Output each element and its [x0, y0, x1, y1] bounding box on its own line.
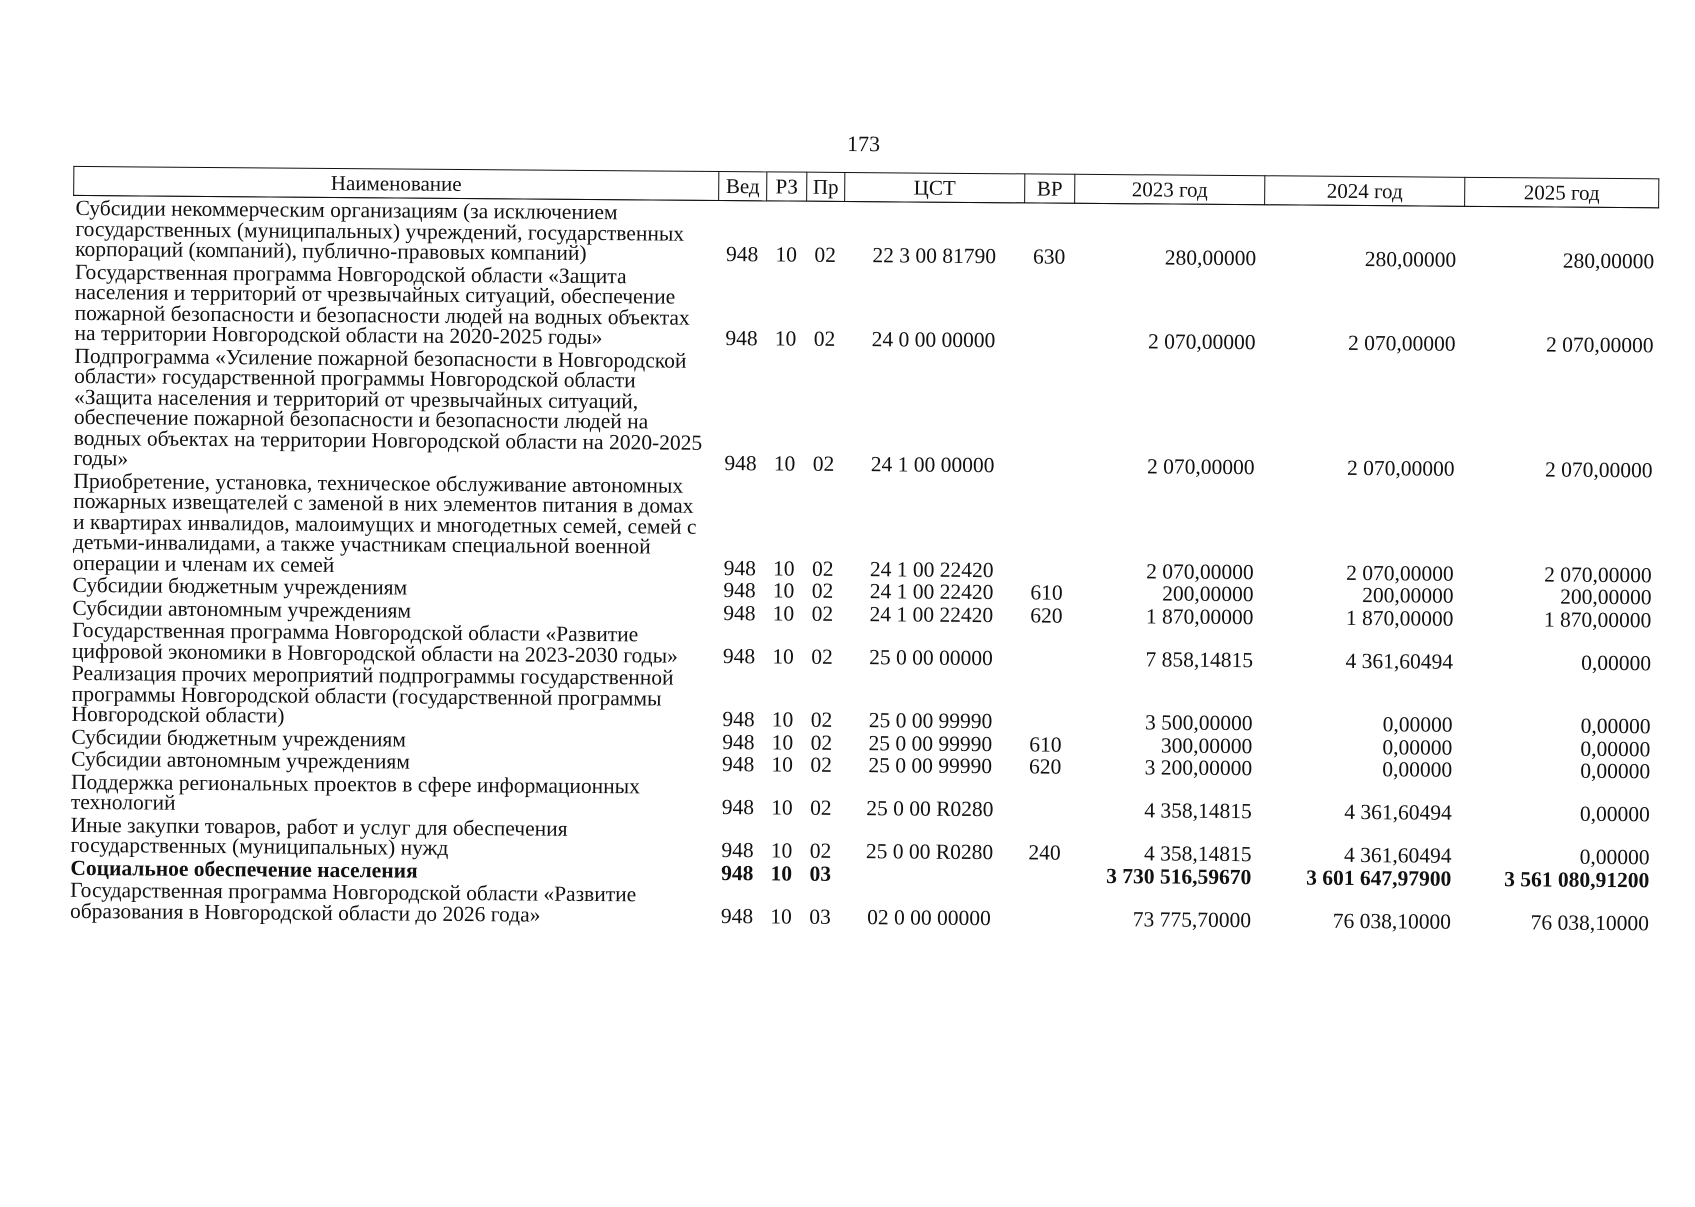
row-2023: 3 500,00000	[1144, 710, 1253, 736]
header-ved: Вед	[719, 171, 767, 200]
row-cst: 25 0 00 99990	[868, 708, 993, 734]
row-pr: 02	[812, 451, 835, 476]
row-name: Подпрограмма «Усиление пожарной безопасности в Новгородской области» государственной программы Новгородской области «Защита населения и территорий от чрезвычайных ситуаций, обеспечение пожарной безопасности и безопасности людей на водных объектах на территории Новгородской области на 2020-2025 годы»	[73, 343, 703, 471]
row-ved: 948	[723, 578, 756, 603]
header-2025: 2025 год	[1465, 177, 1659, 208]
row-pr: 02	[811, 601, 834, 626]
row-pr: 03	[809, 904, 831, 929]
row-pr: 02	[810, 730, 833, 755]
header-2024: 2024 год	[1265, 176, 1465, 207]
row-2024: 4 361,60494	[1345, 648, 1454, 674]
row-ved: 948	[721, 795, 755, 820]
row-rz: 10	[770, 860, 793, 886]
row-pr: 02	[811, 578, 834, 603]
row-2023: 73 775,70000	[1132, 906, 1252, 932]
row-rz: 10	[771, 752, 794, 777]
header-name: Наименование	[74, 166, 719, 200]
row-vr	[1019, 863, 1069, 886]
row-2024: 280,00000	[1364, 247, 1457, 272]
header-pr: Пр	[807, 172, 845, 201]
header-cst: ЦСТ	[845, 172, 1025, 202]
row-2023: 300,00000	[1160, 732, 1253, 758]
row-2023: 280,00000	[1164, 245, 1257, 271]
row-rz: 10	[772, 555, 795, 581]
row-rz: 10	[772, 578, 795, 603]
header-rz: РЗ	[767, 172, 807, 201]
row-ved: 948	[722, 729, 755, 754]
row-ved: 948	[720, 903, 754, 928]
row-vr	[1021, 625, 1071, 668]
row-ved: 948	[725, 242, 759, 267]
row-2023: 3 200,00000	[1144, 755, 1253, 781]
row-2024: 2 070,00000	[1347, 330, 1456, 356]
row-rz: 10	[771, 729, 794, 755]
header-2023: 2023 год	[1075, 174, 1265, 204]
row-rz: 10	[770, 903, 792, 929]
header-vr: ВР	[1025, 174, 1075, 203]
table-row	[72, 259, 1658, 355]
row-ved: 948	[721, 838, 754, 863]
row-pr: 02	[809, 838, 832, 863]
row-2023: 4 358,14815	[1143, 841, 1252, 867]
row-cst: 24 1 00 22420	[869, 556, 994, 582]
row-2024: 2 070,00000	[1346, 560, 1454, 586]
row-cst: 25 0 00 00000	[869, 644, 993, 670]
table-row	[72, 343, 1658, 480]
row-cst: 22 3 00 81790	[872, 243, 997, 269]
row-ved: 948	[723, 555, 756, 580]
row-vr: 240	[1028, 840, 1061, 865]
row-2023: 200,00000	[1162, 581, 1254, 607]
row-rz: 10	[773, 451, 796, 476]
row-2024: 1 870,00000	[1345, 605, 1454, 631]
row-2024: 4 361,60494	[1343, 842, 1452, 868]
budget-table	[67, 166, 1659, 933]
row-ved: 948	[721, 860, 754, 885]
row-2023: 4 358,14815	[1144, 798, 1252, 824]
page-number: 173	[846, 130, 881, 157]
row-vr: 620	[1028, 754, 1062, 779]
row-cst: 25 0 00 99990	[868, 730, 993, 756]
row-ved: 948	[724, 451, 757, 476]
table-row	[73, 195, 1658, 271]
row-2025: 0,00000	[1581, 650, 1652, 675]
row-pr: 02	[811, 556, 834, 581]
row-name: Реализация прочих мероприятий подпрограммы государственной программы Новгородской области (государственной программы Новгородской области)	[71, 660, 674, 728]
row-name: Социальное обеспечение населения	[70, 855, 418, 883]
row-rz: 10	[772, 643, 794, 669]
row-rz: 10	[770, 838, 793, 863]
row-2025: 280,00000	[1562, 248, 1655, 274]
row-2025: 1 870,00000	[1543, 606, 1652, 632]
row-2025: 0,00000	[1579, 844, 1650, 870]
row-cst: 25 0 00 99990	[868, 753, 993, 779]
row-pr: 02	[811, 644, 833, 669]
row-cst: 24 0 00 00000	[871, 327, 996, 353]
row-2024: 0,00000	[1382, 734, 1453, 760]
row-name: Государственная программа Новгородской области «Защита населения и территорий от чрезвычайных ситуаций, обеспечение пожарной безопасности и безопасности людей на водных объектах на территории Новгородской области на 2020-2025 годы»	[74, 259, 690, 350]
row-name: Субсидии бюджетным учреждениям	[72, 572, 408, 600]
row-2025: 0,00000	[1580, 758, 1651, 784]
row-vr	[1022, 351, 1073, 476]
row-2023: 3 730 516,59670	[1106, 863, 1252, 889]
row-vr	[1023, 267, 1074, 351]
row-2025: 2 070,00000	[1544, 457, 1653, 483]
row-rz: 10	[774, 326, 797, 351]
row-2023: 7 858,14815	[1145, 646, 1254, 672]
row-rz: 10	[771, 795, 793, 820]
row-2023: 2 070,00000	[1146, 558, 1254, 584]
row-2024: 0,00000	[1382, 712, 1453, 737]
row-cst: 24 1 00 22420	[869, 601, 994, 627]
row-2024: 4 361,60494	[1344, 799, 1452, 825]
row-2024: 200,00000	[1362, 583, 1454, 608]
row-pr: 02	[810, 795, 832, 820]
row-2023: 2 070,00000	[1146, 454, 1255, 480]
row-vr: 620	[1030, 602, 1063, 628]
row-2025: 3 561 080,91200	[1504, 866, 1650, 892]
row-name: Субсидии бюджетным учреждениям	[71, 724, 407, 752]
row-rz: 10	[775, 242, 798, 267]
row-pr: 03	[809, 861, 832, 886]
row-ved: 948	[725, 326, 758, 351]
row-ved: 948	[722, 643, 756, 668]
row-2024: 3 601 647,97900	[1306, 865, 1452, 891]
row-2024: 2 070,00000	[1346, 455, 1455, 481]
row-vr: 610	[1029, 731, 1062, 757]
table-row	[71, 468, 1657, 585]
row-name: Приобретение, установка, техническое обслуживание автономных пожарных извещателей с заменой в них элементов питания в домах и квартирах инвалидов, малоимущих и многодетных семей, семей с детьми-инвалидами, а также участникам специальной военной операции и членам их семей	[72, 468, 697, 577]
row-name: Государственная программа Новгородской области «Развитие цифровой экономики в Новгородской области на 2023-2030 годы»	[71, 617, 678, 668]
row-vr: 630	[1032, 244, 1066, 269]
row-cst: 02 0 00 00000	[867, 904, 991, 930]
row-vr	[1019, 885, 1069, 928]
row-2025: 0,00000	[1579, 801, 1650, 827]
row-cst: 25 0 00 R0280	[865, 839, 994, 865]
row-cst: 24 1 00 22420	[869, 579, 994, 605]
row-vr: 610	[1030, 580, 1063, 605]
row-vr	[1020, 668, 1070, 732]
row-cst	[839, 861, 1019, 885]
row-ved: 948	[723, 600, 756, 625]
row-2025: 0,00000	[1580, 736, 1651, 761]
row-pr: 02	[813, 326, 836, 351]
row-2023: 1 870,00000	[1145, 603, 1254, 629]
row-pr: 02	[810, 707, 833, 732]
row-2025: 0,00000	[1580, 713, 1651, 739]
row-cst: 25 0 00 R0280	[866, 796, 994, 822]
row-name: Субсидии некоммерческим организациям (за исключением государственных (муниципальных) учреждений, государственных корпораций (компаний), публично-правовых компаний)	[75, 195, 685, 265]
row-2025: 76 038,10000	[1530, 909, 1650, 935]
row-2024: 0,00000	[1382, 757, 1453, 782]
row-2024: 76 038,10000	[1332, 908, 1452, 934]
row-vr	[1020, 777, 1070, 820]
row-2023: 2 070,00000	[1147, 329, 1256, 355]
row-pr: 02	[814, 242, 837, 267]
row-cst: 24 1 00 00000	[870, 452, 995, 478]
row-2025: 2 070,00000	[1545, 332, 1654, 358]
row-pr: 02	[810, 752, 833, 777]
row-name: Иные закупки товаров, работ и услуг для обеспечения государственных (муниципальных) нужд	[70, 812, 568, 860]
row-vr	[1022, 476, 1073, 581]
row-ved: 948	[722, 707, 755, 732]
row-2025: 200,00000	[1560, 584, 1652, 610]
row-2025: 2 070,00000	[1544, 561, 1652, 587]
row-name: Государственная программа Новгородской области «Развитие образования в Новгородской области до 2026 года»	[69, 877, 637, 927]
row-name: Субсидии автономным учреждениям	[71, 746, 411, 774]
row-rz: 10	[771, 707, 794, 732]
row-name: Поддержка региональных проектов в сфере информационных технологий	[70, 769, 640, 815]
row-name: Субсидии автономным учреждениям	[72, 595, 412, 623]
row-rz: 10	[772, 600, 795, 626]
row-ved: 948	[721, 752, 755, 777]
